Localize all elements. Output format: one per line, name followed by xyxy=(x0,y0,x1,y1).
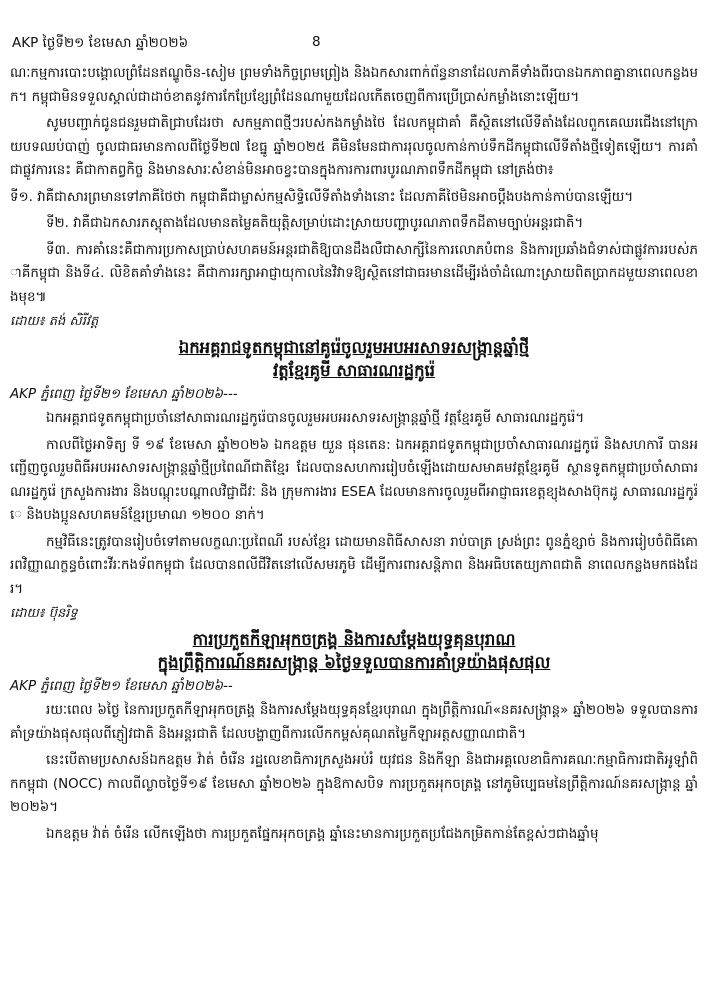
paragraph: រយៈពេល ៦ថ្ងៃ នៃការប្រកួតកីឡាអុកចត្រង្គ និងការសម្តែងយុទ្ធគុនខ្មែរបុរាណ ក្នុងព្រឹត្តិការណ៍«នគរសង្ក្រាន្ត» ឆ្នាំ២០២៦ ទទួលបានការគាំទ្រយ៉ាងផុសផុលពីភ្ញៀវជាតិ និងអន្តរជាតិ ដែលបង្ហាញពីការលើកកម្ពស់គុណតម្លៃកីឡាអត្តសញ្ញាណជាតិ។ xyxy=(10,703,698,742)
paragraph: ណៈកម្មការបោះបង្គោលព្រំដែនឥណ្ឌូចិន-សៀម ព្រមទាំងកិច្ចព្រមព្រៀង និងឯកសារពាក់ព័ន្ធនានាដែលភាគីទាំងពីរបានឯកភាពគ្នានាពេលកន្លងមក។ កម្ពុជាមិនទទួលស្គាល់ជាដាច់ខាតនូវការកែប្រែខ្សែព្រំដែនណាមួយដែលកើតចេញពីការប្រើប្រាស់កម្លាំងនោះឡើយ។ xyxy=(10,66,698,105)
page-number: 8 xyxy=(312,34,321,50)
article-dateline: AKP ភ្នំពេញ ថ្ងៃទី២១ ខែមេសា ឆ្នាំ២០២៦-- xyxy=(10,679,233,694)
article-title: ការប្រកួតកីឡាអុកចត្រង្គ និងការសម្តែងយុទ្ធគុនបុរាណ xyxy=(192,630,516,649)
article-title: ក្នុងព្រឹត្តិការណ៍នគរសង្ក្រាន្ត ៦ថ្ងៃទទួលបានការគាំទ្រយ៉ាងផុសផុល xyxy=(157,653,551,672)
paragraph: នេះបើតាមប្រសាសន៍ឯកឧត្តម វ៉ាត់ ចំរើន រដ្ឋលេខាធិការក្រសួងអប់រំ យុវជន និងកីឡា និងជាអគ្គលេខាធិការគណៈកម្មាធិការជាតិអូឡាំពិកកម្ពុជា (NOCC) កាលពីល្ងាចថ្ងៃទី១៩ ខែមេសា ឆ្នាំ២០២៦ ក្នុងឱកាសបិទ ការប្រកួតអុកចត្រង្គ នៅភូមិប្បេធមនៃព្រឹត្តិការណ៍នគរសង្ក្រាន្ត ឆ្នាំ២០២៦។ xyxy=(10,753,698,815)
paragraph: ទី១. វាគឺជាសារព្រមានទៅភាគីថៃថា កម្ពុជាគឺជាម្ចាស់កម្មសិទ្ធិលើទីតាំងទាំងនោះ ដែលភាគីថៃមិនអាចប្តឹងបងកាន់កាប់បានឡើយ។ xyxy=(10,189,634,205)
article-title: វត្តខ្មែរគូមី សាធារណរដ្ឋកូរ៉េ xyxy=(272,361,436,380)
article-dateline: AKP ភ្នំពេញ ថ្ងៃទី២១ ខែមេសា ឆ្នាំ២០២៦--- xyxy=(10,387,238,402)
paragraph: សូមបញ្ជាក់ជូនជនរួមជាតិជ្រាបដែរថា សកម្មភាពថ្មីៗរបស់កងកម្លាំងថៃ ដែលកម្ពុជាគាំ គឺស្ថិតនៅលើទីតាំងដែលពួកគេឈរជើងនៅក្រោយបទឈប់បាញ់ ចូលជាធរមានកាលពីថ្ងៃទី២៧ ខែធ្នូ ឆ្នាំ២០២៥ គឺមិនមែនជាការរុលចូលកាន់កាប់ទឹកដីកម្ពុជាលើទីតាំងថ្មីទៀតឡើយ។ ការគាំជាផ្លូវការនេះ គឺជាកាតព្វកិច្ច និងមានសារៈសំខាន់មិនអាចខ្វះបានក្នុងការការពារបូរណភាពទឹកដីកម្ពុជា នៅត្រង់ថា៖ xyxy=(10,116,698,178)
page-content xyxy=(10,62,698,849)
article-author: ដោយ៖ តង់ សិរីវត្ត xyxy=(10,314,99,329)
paragraph: ទី៣. ការគាំនេះគឺជាការប្រកាសប្រាប់សហគមន៍អន្តរជាតិឱ្យបានដឹងលឺជាសាក្សីនៃការលោភបំពាន និងការប្រឆាំងជំទាស់ជាផ្លូវការរបស់ភាគីកម្ពុជា និងទី៤. លិខិតគាំទាំងនេះ គឺជាការរក្សាអាជ្ញាយុកាលនៃវិវាទឱ្យស្ថិតនៅជាធរមានដើម្បីរង់ចាំដំណោះស្រាយពិតប្រាកដមួយនាពេលខាងមុខ៕ xyxy=(10,242,698,305)
paragraph: ទី២. វាគឺជាឯកសារភស្តុតាងដែលមានតម្លៃគតិយុត្តិសម្រាប់ដោះស្រាយបញ្ហាបូរណភាពទឹកដីតាមច្បាប់អន្តរជាតិ។ xyxy=(46,216,584,231)
page-header xyxy=(12,34,321,54)
paragraph: កាលពីថ្ងៃអាទិត្យ ទី ១៩ ខែមេសា ឆ្នាំ២០២៦ ឯកឧត្តម យួន ផុនតេន: ឯកអគ្គរាជទូតកម្ពុជាប្រចាំសាធារណរដ្ឋកូរ៉េ និងសហការី បានអញ្ជើញចូលរួមពិធីអបអរសាទរសង្ក្រាន្តឆ្នាំថ្មីប្រពៃណីជាតិខ្មែរ ដែលបានសហការរៀបចំឡើងដោយសមាគមវត្តខ្មែរគូមី ស្ថានទូតកម្ពុជាប្រចាំសាធារណរដ្ឋកូរ៉េ ក្រសួងការងារ និងបណ្តុះបណ្តាលវិជ្ជាជីវៈ និង ក្រុមការងារ ESEA ដែលមានការចូលរួមពីអាជ្ញាធរខេត្តខ្យុងសាងប៊ុកដូ សាធារណរដ្ឋកូរ៉េ និងបងប្អូនសហគមន៍ខ្មែរប្រមាណ ១២០០ នាក់។ xyxy=(10,437,698,523)
paragraph: ឯកឧត្តម វ៉ាត់ ចំរើន លើកឡើងថា ការប្រកួតផ្នែកអុកចត្រង្គ ឆ្នាំនេះមានការប្រកួតប្រជែងកម្រិតកាន់តែខ្ពស់ៗជាងឆ្នាំមុ xyxy=(46,826,599,842)
paragraph: ឯកអគ្គរាជទូតកម្ពុជាប្រចាំនៅសាធារណរដ្ឋកូរ៉េបានចូលរួមអបអរសាទរសង្ក្រាន្តឆ្នាំថ្មី វត្តខ្មែរគូមី សាធារណរដ្ឋកូរ៉េ។ xyxy=(46,411,585,426)
article-author: ដោយ៖ ប៊ុនរិទ្ធ xyxy=(10,606,78,621)
paragraph: កម្មវិធីនេះត្រូវបានរៀបចំទៅតាមលក្ខណៈប្រពៃណី របស់ខ្មែរ ដោយមានពិធីសាសនា រាប់បាត្រ ស្រង់ព្រះ ពូនភ្នំខ្សាច់ និងការរៀបចំពិធីគោរពវិញ្ញាណក្ខន្ធចំពោះវីរៈកងទ័ពកម្ពុជា ដែលបានពលីជីវិតនៅលើសមរភូមិ ដើម្បីការពារសន្តិភាព និងអធិបតេយ្យភាពជាតិ នាពេលកន្លងមកផងដែរ។ xyxy=(10,534,698,597)
header-dateline: AKP ថ្ងៃទី២១ ខែមេសា ឆ្នាំ២០២៦ xyxy=(12,35,189,51)
article-title: ឯកអគ្គរាជទូតកម្ពុជានៅគូរ៉េចូលរួមអបអរសាទរសង្ក្រាន្តឆ្នាំថ្មី xyxy=(178,338,530,357)
